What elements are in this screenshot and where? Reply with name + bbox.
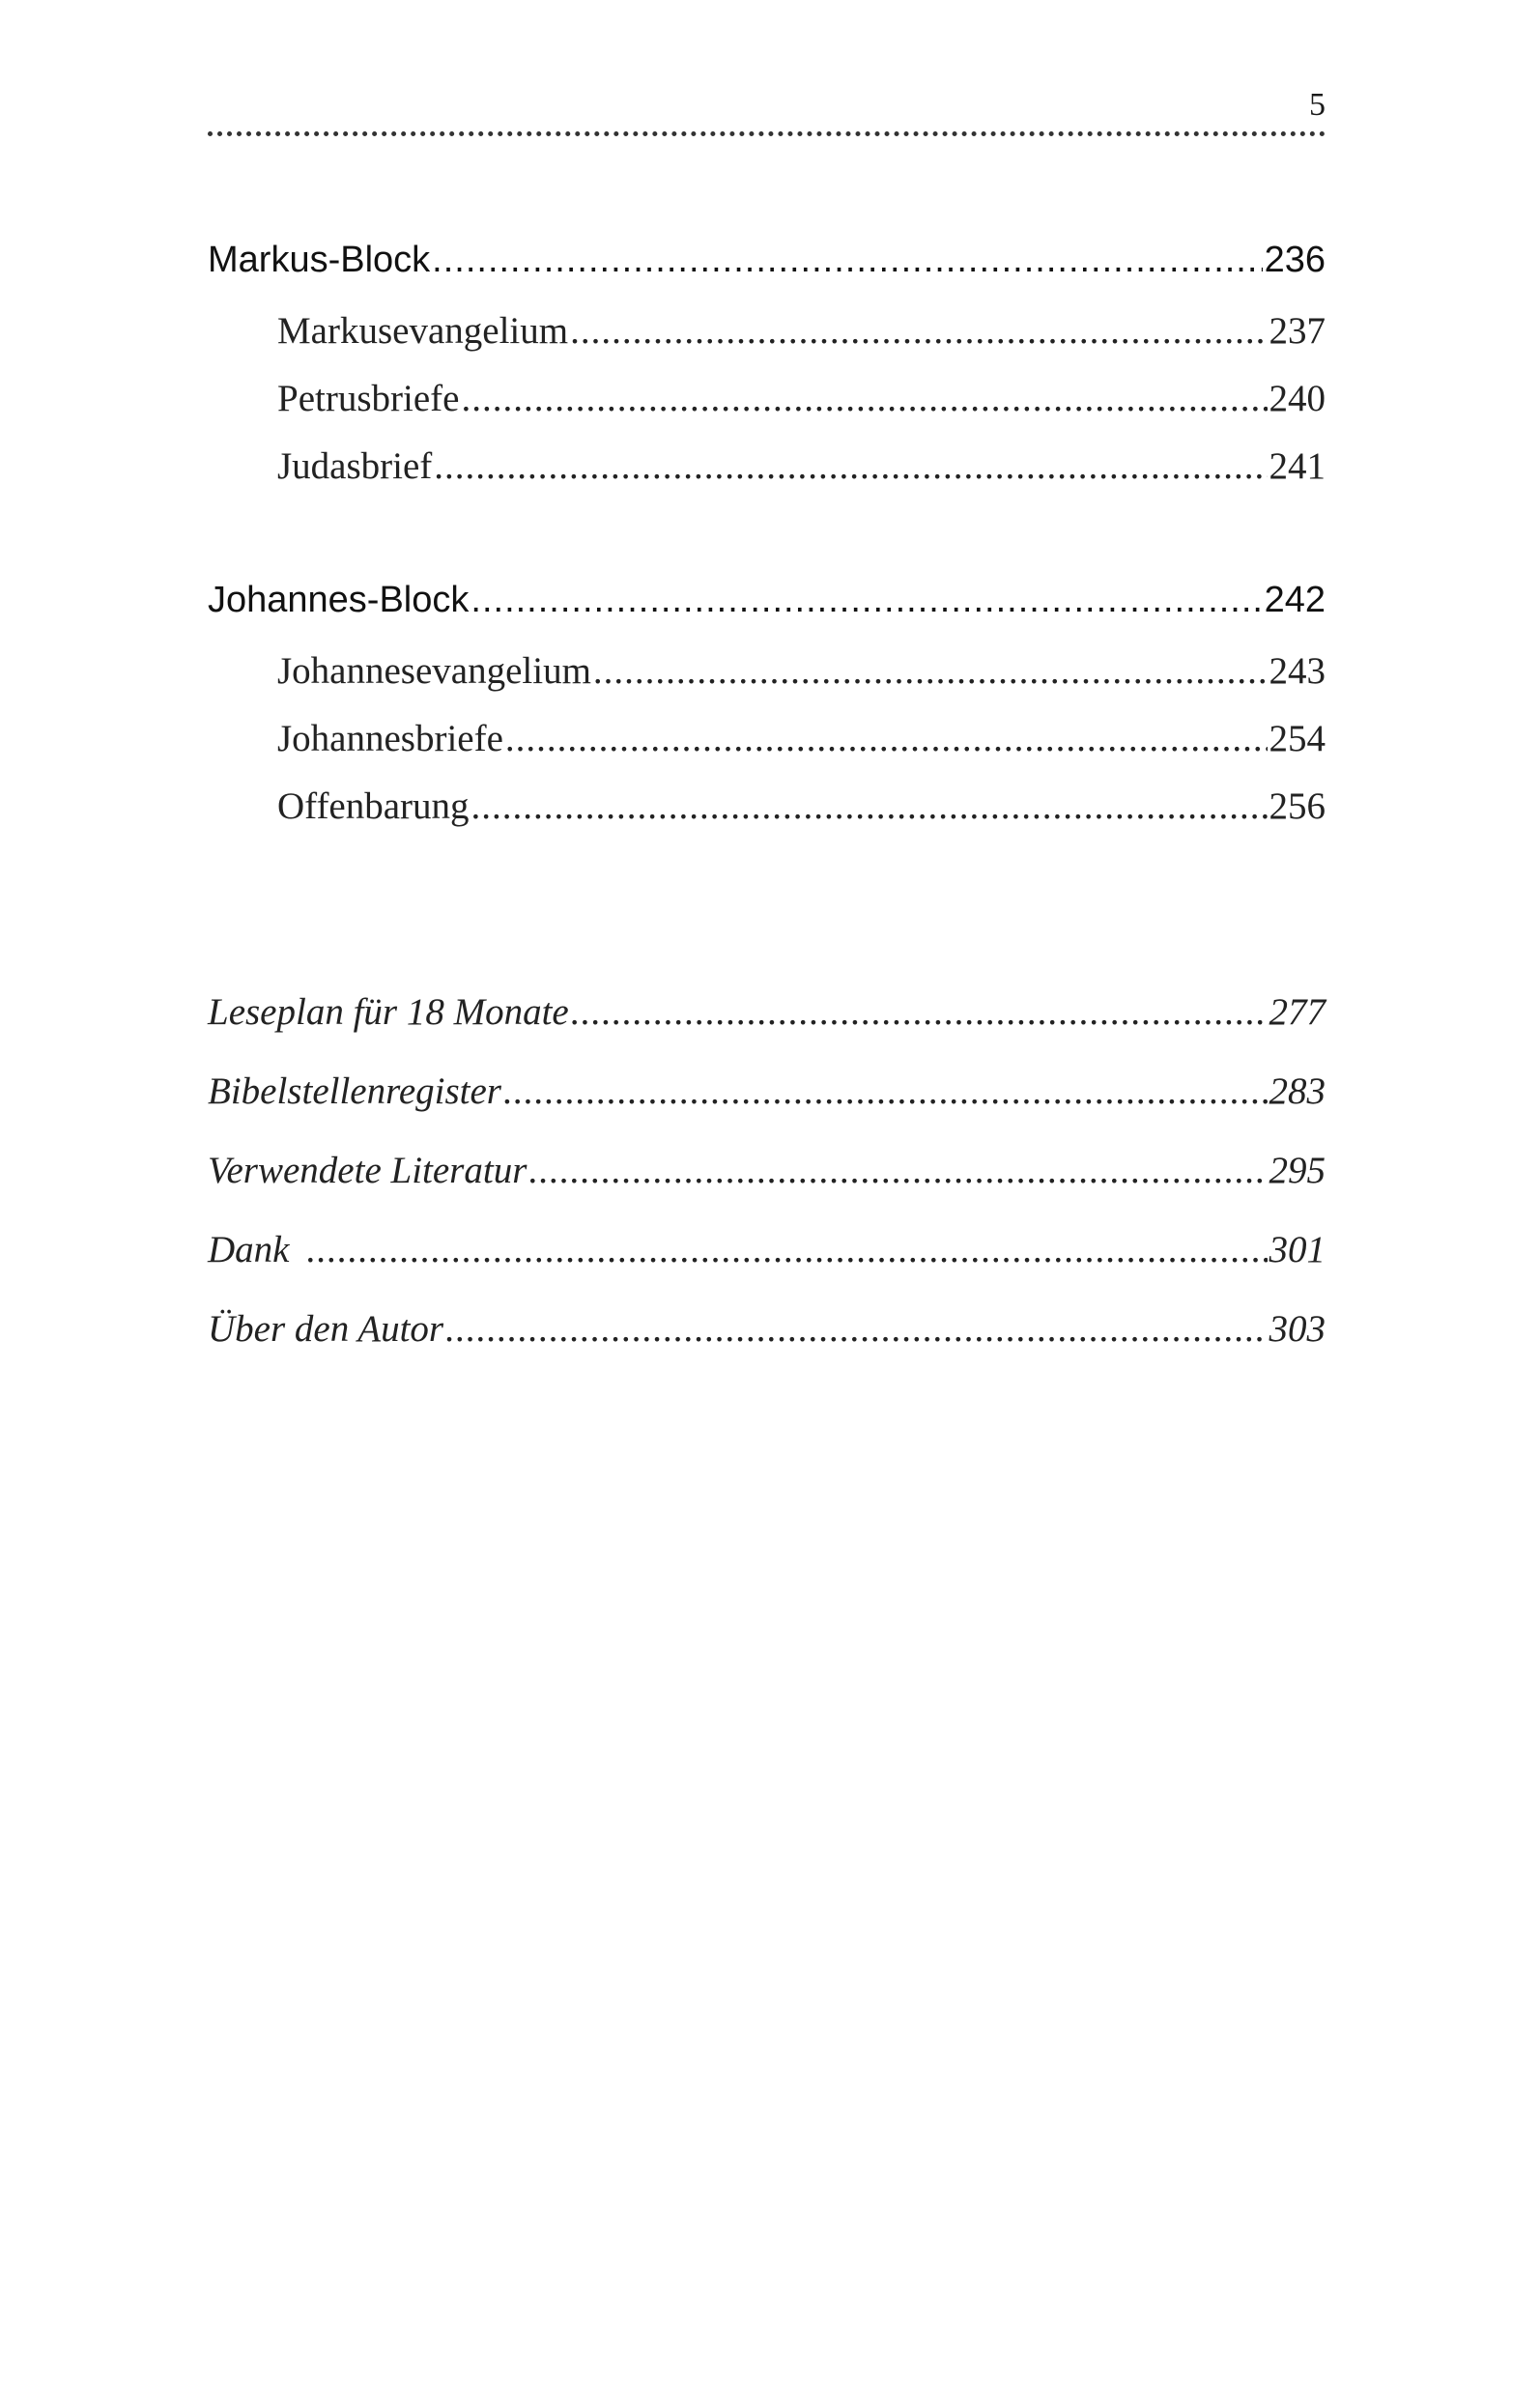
toc-page-number: 243 [1269, 650, 1326, 692]
toc-page-number: 301 [1269, 1229, 1326, 1270]
dot-leader [570, 309, 1267, 353]
toc-page-number: 303 [1269, 1308, 1326, 1350]
dot-leader [505, 717, 1268, 760]
toc-section-title: Markus-Block [208, 240, 431, 280]
toc-page-number: 237 [1269, 310, 1326, 352]
page-number: 5 [1309, 87, 1326, 123]
dot-leader [306, 1228, 1267, 1271]
dot-leader [571, 990, 1268, 1034]
toc-appendix-literatur [208, 1149, 1326, 1192]
toc-section-johannes-block [208, 580, 1326, 621]
dot-leader [471, 784, 1268, 828]
toc-page-number: 242 [1264, 580, 1326, 620]
toc-entry-title: Offenbarung [277, 785, 470, 827]
toc-entry-johannesbriefe [277, 717, 1326, 760]
dot-leader [528, 1149, 1267, 1192]
top-dotted-rule [208, 131, 1326, 136]
toc-entry-title: Petrusbriefe [277, 378, 460, 419]
toc-appendix-autor [208, 1307, 1326, 1351]
toc-entry-title: Judasbrief [277, 445, 433, 487]
toc-page-number: 283 [1269, 1070, 1326, 1112]
dot-leader [461, 377, 1267, 420]
toc-entry-title: Dank [208, 1229, 290, 1270]
toc-appendix-leseplan [208, 990, 1326, 1034]
toc-entry-judasbrief [277, 444, 1326, 488]
dot-leader [434, 444, 1267, 488]
toc-page-number: 236 [1264, 240, 1326, 280]
toc-entry-markusevangelium [277, 309, 1326, 353]
dot-leader [471, 580, 1262, 621]
dot-leader [503, 1070, 1268, 1113]
toc-page-number: 240 [1269, 378, 1326, 419]
toc-entry-title: Johannesevangelium [277, 650, 591, 692]
toc-entry-title: Johannesbriefe [277, 718, 503, 759]
toc-entry-title: Verwendete Literatur [208, 1150, 528, 1191]
dot-leader [593, 649, 1268, 693]
toc-entry-offenbarung [277, 784, 1326, 828]
dot-leader [445, 1307, 1267, 1351]
toc-page-number: 254 [1269, 718, 1326, 759]
toc-entry-title: Markusevangelium [277, 310, 569, 352]
toc-appendix-bibelstellenregister [208, 1070, 1326, 1113]
toc-appendix-dank [208, 1228, 1326, 1271]
toc-page-number: 295 [1269, 1150, 1326, 1191]
toc-section-title: Johannes-Block [208, 580, 470, 620]
toc-entry-title: Leseplan für 18 Monate [208, 991, 569, 1033]
dot-leader [432, 240, 1262, 281]
toc-page-number: 241 [1269, 445, 1326, 487]
toc-entry-title: Bibelstellenregister [208, 1070, 501, 1112]
toc-section-markus-block [208, 240, 1326, 281]
toc-entry-johannesevangelium [277, 649, 1326, 693]
toc-entry-petrusbriefe [277, 377, 1326, 420]
toc-entry-title: Über den Autor [208, 1308, 444, 1350]
toc-page-number: 256 [1269, 785, 1326, 827]
toc-page-number: 277 [1269, 991, 1326, 1033]
